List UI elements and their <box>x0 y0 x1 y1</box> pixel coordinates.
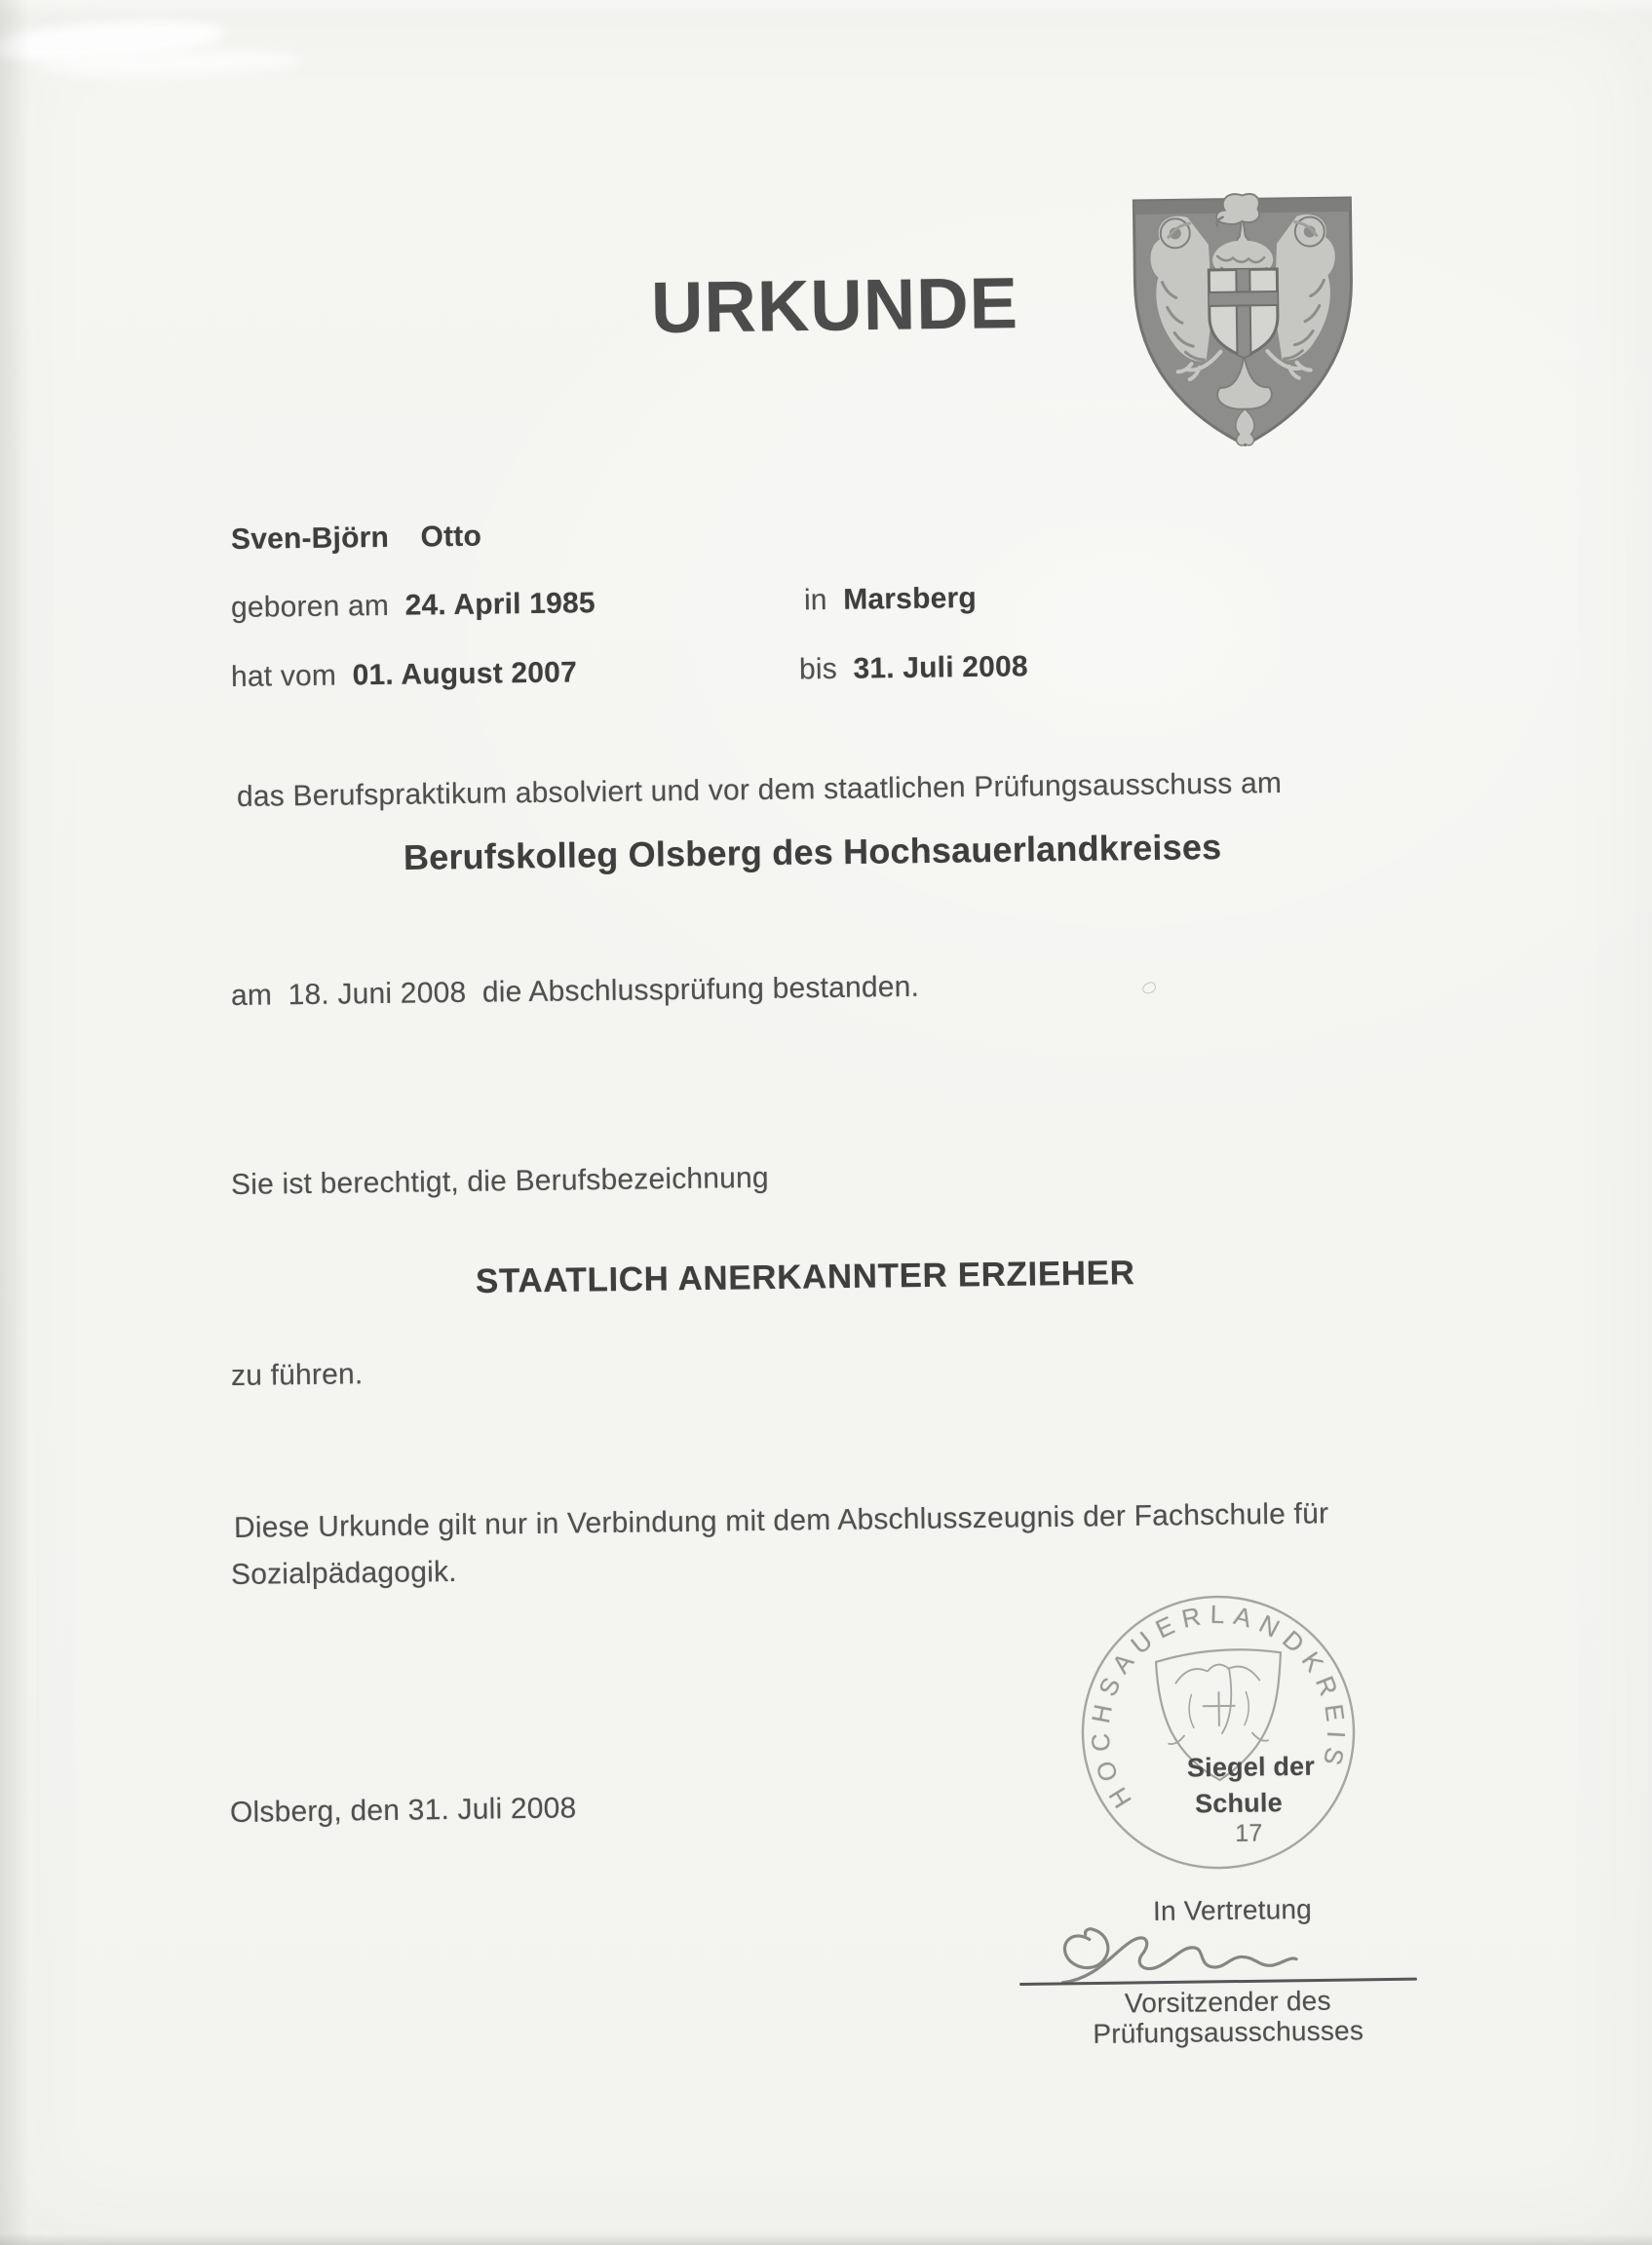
holder-last-name: Otto <box>420 520 482 554</box>
birth-row <box>231 575 1459 626</box>
seal-label-line2: Schule <box>1194 1788 1284 1819</box>
scan-edge-shadow-left <box>0 0 29 2245</box>
seal-ring-text: HOCHSAUERLANDKREIS <box>1085 1599 1352 1814</box>
coat-of-arms-icon <box>1129 186 1359 458</box>
entitlement-intro: Sie ist berechtigt, die Berufsbezeichnung <box>230 1161 770 1201</box>
period-end: 31. Juli 2008 <box>853 650 1029 685</box>
signatory-role-line2: Prüfungsausschusses <box>1093 2015 1364 2049</box>
profession-title: STAATLICH ANERKANNTER ERZIEHER <box>475 1254 1135 1300</box>
scan-glare-topleft-2 <box>39 47 303 79</box>
exam-prefix: am <box>230 979 273 1012</box>
birth-date: 24. April 1985 <box>404 587 595 622</box>
signatory-role <box>1014 1984 1443 2050</box>
born-label: geboren am <box>230 589 390 624</box>
exam-date: 18. Juni 2008 <box>288 976 467 1012</box>
signatory-role-line1: Vorsitzender des <box>1124 1985 1331 2019</box>
seal-number: 17 <box>1235 1819 1263 1847</box>
issue-place-date: Olsberg, den 31. Juli 2008 <box>229 1792 577 1829</box>
period-start: 01. August 2007 <box>352 656 578 692</box>
seal-label-line1: Siegel der <box>1186 1751 1316 1783</box>
entitlement-outro: zu führen. <box>230 1358 364 1392</box>
statement-intro: das Berufspraktikum absolviert und vor dem staatlichen Prüfungsausschuss am <box>236 766 1283 813</box>
birthplace: Marsberg <box>843 581 978 616</box>
scan-edge-shadow-bottom <box>0 2233 1652 2245</box>
validity-note-line1: Diese Urkunde gilt nur in Verbindung mit dem Abschlusszeugnis der Fachschule für <box>233 1497 1329 1544</box>
holder-name-row <box>231 507 1459 558</box>
birthplace-group <box>804 581 977 618</box>
exam-suffix: die Abschlussprüfung bestanden. <box>481 970 920 1009</box>
institution-name: Berufskolleg Olsberg des Hochsauerlandkreises <box>403 827 1222 877</box>
period-end-label: bis <box>798 652 838 686</box>
certificate-title: URKUNDE <box>650 262 1019 348</box>
period-label: hat vom <box>230 659 337 693</box>
birthplace-label: in <box>803 583 827 617</box>
period-end-group <box>799 649 1028 687</box>
exam-line <box>231 970 920 1014</box>
validity-note-line2: Sozialpädagogik. <box>230 1555 457 1591</box>
in-representation-label: In Vertretung <box>1152 1893 1313 1926</box>
school-seal-stamp <box>1073 1587 1364 1877</box>
holder-first-name: Sven-Björn <box>230 521 390 556</box>
seal-ring <box>1081 1595 1356 1870</box>
scan-glare-top <box>0 0 1652 8</box>
scan-speck <box>1141 981 1158 995</box>
scan-glare-topleft <box>0 15 227 66</box>
period-row <box>231 644 1459 695</box>
